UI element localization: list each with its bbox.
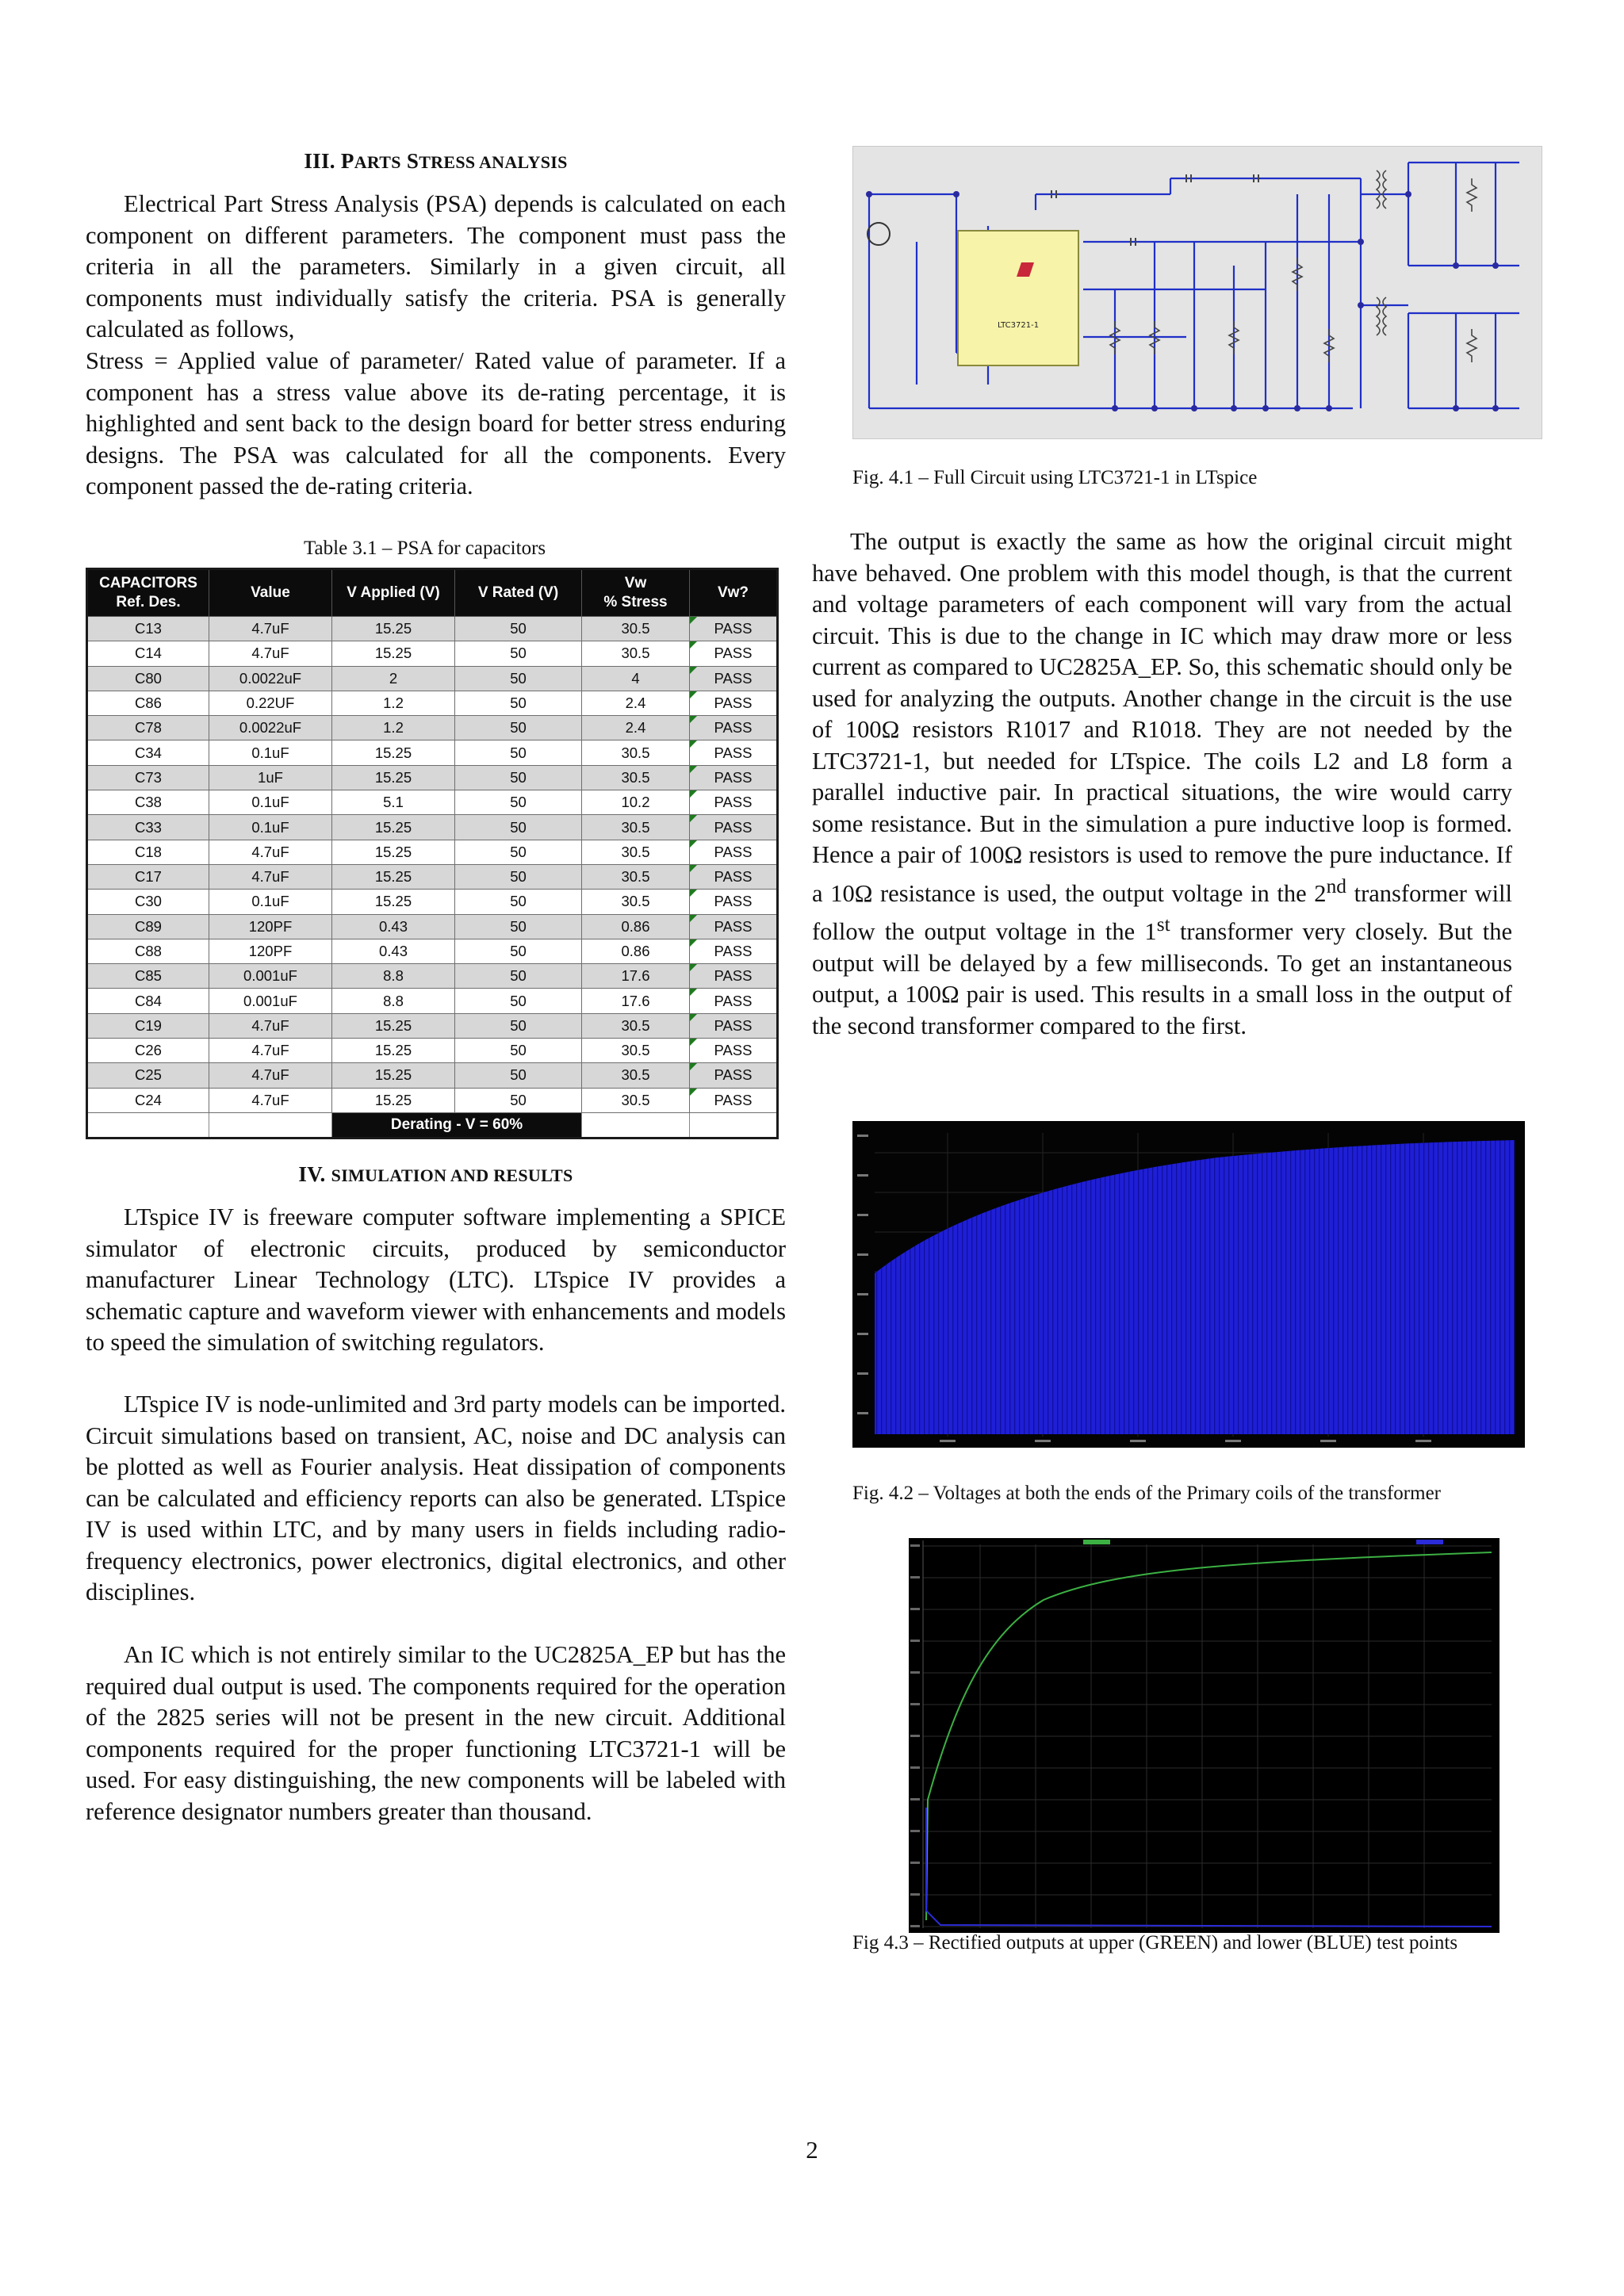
cell-vw-result: PASS xyxy=(690,989,778,1013)
cell-vw-stress: 30.5 xyxy=(582,1063,690,1088)
cell-value: 1uF xyxy=(209,765,332,790)
cell-vw-result: PASS xyxy=(690,1013,778,1038)
cell-v-rated: 50 xyxy=(455,1039,582,1063)
table-row xyxy=(87,666,778,691)
cell-v-applied: 8.8 xyxy=(332,989,455,1013)
ic-label: LTC3721-1 xyxy=(997,321,1040,330)
paragraph-sup-nd: nd xyxy=(1326,874,1346,897)
cell-vw-result: PASS xyxy=(690,765,778,790)
right-column-paragraph xyxy=(812,526,1512,1042)
cell-vw-result: PASS xyxy=(690,617,778,641)
table-row xyxy=(87,1088,778,1112)
footer-blank-3 xyxy=(582,1112,690,1138)
header-v-rated: V Rated (V) xyxy=(455,569,582,617)
header-vw-stress: Vw % Stress xyxy=(582,569,690,617)
figure-4-3-caption: Fig 4.3 – Rectified outputs at upper (GREEN) and lower (BLUE) test points xyxy=(852,1932,1458,1954)
cell-v-applied: 15.25 xyxy=(332,890,455,914)
cell-vw-result: PASS xyxy=(690,840,778,864)
table-row xyxy=(87,989,778,1013)
page-number: 2 xyxy=(806,2136,818,2164)
table-3-1-caption: Table 3.1 – PSA for capacitors xyxy=(304,538,546,559)
cell-v-rated: 50 xyxy=(455,765,582,790)
cell-vw-result: PASS xyxy=(690,716,778,740)
cell-ref-des: C84 xyxy=(87,989,209,1013)
table-row xyxy=(87,716,778,740)
cell-vw-stress: 0.86 xyxy=(582,939,690,963)
cell-value: 4.7uF xyxy=(209,617,332,641)
cell-value: 0.0022uF xyxy=(209,716,332,740)
section-4-paragraph-2: LTspice IV is node-unlimited and 3rd party models can be imported. Circuit simulations based on transient, AC, noise and DC analysis can be plotted as well as Fourier analysis. Heat dissipation of components can be calculated and efficiency reports can also be generated. LTspice IV is used within LTC, and by many users in fields including radio-frequency electronics, power electronics, digital electronics, and other disciplines. xyxy=(86,1391,786,1605)
cell-v-rated: 50 xyxy=(455,864,582,889)
footer-blank-2 xyxy=(209,1112,332,1138)
cell-v-applied: 0.43 xyxy=(332,914,455,939)
cell-v-applied: 0.43 xyxy=(332,939,455,963)
primary-waveform xyxy=(875,1140,1515,1434)
cell-ref-des: C34 xyxy=(87,740,209,765)
cell-value: 4.7uF xyxy=(209,1013,332,1038)
section-4-heading xyxy=(86,1162,786,1187)
section-4-title: SIMULATION AND RESULTS xyxy=(331,1165,573,1185)
heading-word-2-cap: S xyxy=(406,149,419,173)
cell-v-applied: 1.2 xyxy=(332,716,455,740)
cell-ref-des: C38 xyxy=(87,790,209,815)
cell-v-rated: 50 xyxy=(455,914,582,939)
green-trace-legend xyxy=(1083,1540,1110,1544)
cell-ref-des: C86 xyxy=(87,691,209,715)
heading-word-1-rest: ARTS xyxy=(354,152,401,172)
header-v-applied: V Applied (V) xyxy=(332,569,455,617)
cell-vw-stress: 30.5 xyxy=(582,740,690,765)
table-row xyxy=(87,1039,778,1063)
cell-v-applied: 15.25 xyxy=(332,1039,455,1063)
section-3-paragraph-1: Electrical Part Stress Analysis (PSA) depends is calculated on each component on different parameters. The component must pass the criteria in all the parameters. Similarly in a given circuit, all components must individually satisfy the criteria. PSA is generally calculated as follows, xyxy=(86,190,786,342)
figure-4-2-primary-voltage-plot xyxy=(852,1121,1525,1448)
rectified-output-graph xyxy=(909,1538,1500,1933)
cell-vw-stress: 30.5 xyxy=(582,864,690,889)
cell-ref-des: C17 xyxy=(87,864,209,889)
cell-ref-des: C18 xyxy=(87,840,209,864)
cell-v-applied: 2 xyxy=(332,666,455,691)
section-3-numeral: III. xyxy=(304,149,335,173)
cell-vw-result: PASS xyxy=(690,1088,778,1112)
cell-v-applied: 15.25 xyxy=(332,864,455,889)
cell-v-rated: 50 xyxy=(455,815,582,840)
cell-v-rated: 50 xyxy=(455,691,582,715)
cell-value: 0.1uF xyxy=(209,740,332,765)
table-row xyxy=(87,641,778,666)
table-row xyxy=(87,964,778,989)
cell-v-rated: 50 xyxy=(455,1063,582,1088)
cell-ref-des: C30 xyxy=(87,890,209,914)
paragraph-part-a: The output is exactly the same as how the original circuit might have behaved. One problem with this model though, is that the current and voltage parameters of each component will vary from the actual circuit. This is due to the change in IC which may draw more or less current as compared to UC2825A_EP. So, this schematic should only be used for analyzing the outputs. Another change in the circuit is the use of 100Ω resistors R1017 and R1018. They are not needed by the LTC3721-1, but needed for LTspice. The coils L2 and L8 form a parallel inductive pair. In practical situations, the wire would carry some resistance. But in the simulation a pure inductive loop is formed. Hence a pair of 100Ω resistors is used to remove the pure inductance. If a 10Ω resistance is used, the output voltage in the 2 xyxy=(812,528,1512,907)
section-4-numeral: IV. xyxy=(298,1162,326,1186)
section-4-paragraph-1: LTspice IV is freeware computer software implementing a SPICE simulator of electronic circuits, produced by semiconductor manufacturer Linear Technology (LTC). LTspice IV provides a schematic capture and waveform viewer with enhancements and models to speed the simulation of switching regulators. xyxy=(86,1203,786,1356)
paragraph-part-b: transformer will follow the output voltage in the 1 xyxy=(812,879,1512,946)
cell-value: 4.7uF xyxy=(209,641,332,666)
cell-vw-stress: 30.5 xyxy=(582,815,690,840)
table-row xyxy=(87,740,778,765)
cell-value: 0.001uF xyxy=(209,989,332,1013)
cell-v-rated: 50 xyxy=(455,840,582,864)
cell-ref-des: C14 xyxy=(87,641,209,666)
cell-value: 0.22UF xyxy=(209,691,332,715)
heading-word-2-rest: TRESS ANALYSIS xyxy=(419,152,568,172)
cell-vw-result: PASS xyxy=(690,691,778,715)
schematic-drawing xyxy=(853,147,1542,438)
table-row xyxy=(87,939,778,963)
section-4-paragraph-3: An IC which is not entirely similar to the UC2825A_EP but has the required dual output is used. The components required for the operation of the 2825 series will not be present in the new circuit. Additional components required for the proper functioning LTC3721-1 will be used. For easy distinguishing, the new components will be labeled with reference designator numbers greater than thousand. xyxy=(86,1641,786,1825)
section-3-paragraph-2: Stress = Applied value of parameter/ Rated value of parameter. If a component has a stress value above its de-rating percentage, it is highlighted and sent back to the design board for better stress enduring designs. The PSA was calculated for all the components. Every component passed the de-rating criteria. xyxy=(86,347,786,499)
header-vw-result: Vw? xyxy=(690,569,778,617)
table-row xyxy=(87,840,778,864)
cell-value: 4.7uF xyxy=(209,840,332,864)
paragraph-sup-st: st xyxy=(1156,913,1170,936)
cell-value: 0.1uF xyxy=(209,790,332,815)
cell-vw-result: PASS xyxy=(690,939,778,963)
cell-ref-des: C89 xyxy=(87,914,209,939)
cell-value: 0.1uF xyxy=(209,890,332,914)
figure-4-3-rectified-output-plot xyxy=(909,1538,1500,1933)
cell-v-applied: 15.25 xyxy=(332,641,455,666)
section-3-word-1 xyxy=(341,149,401,173)
cell-vw-stress: 0.86 xyxy=(582,914,690,939)
table-row xyxy=(87,914,778,939)
table-row xyxy=(87,864,778,889)
cell-vw-result: PASS xyxy=(690,864,778,889)
cell-v-rated: 50 xyxy=(455,939,582,963)
cell-ref-des: C85 xyxy=(87,964,209,989)
cell-ref-des: C33 xyxy=(87,815,209,840)
cell-v-rated: 50 xyxy=(455,790,582,815)
cell-vw-stress: 30.5 xyxy=(582,840,690,864)
cell-v-applied: 1.2 xyxy=(332,691,455,715)
cell-value: 4.7uF xyxy=(209,1063,332,1088)
cell-v-applied: 15.25 xyxy=(332,617,455,641)
table-row xyxy=(87,815,778,840)
ic-chip xyxy=(958,231,1078,365)
paragraph-part-c: transformer very closely. But the output will be delayed by a few milliseconds. To get an instantaneous output, a 100Ω pair is used. This results in a small loss in the output of the second transformer compared to the first. xyxy=(812,918,1512,1039)
cell-vw-stress: 30.5 xyxy=(582,617,690,641)
cell-vw-result: PASS xyxy=(690,914,778,939)
cell-v-rated: 50 xyxy=(455,716,582,740)
cell-vw-stress: 30.5 xyxy=(582,765,690,790)
cell-v-rated: 50 xyxy=(455,740,582,765)
rectified-grid xyxy=(923,1544,1492,1928)
table-row xyxy=(87,1013,778,1038)
blue-trace-legend xyxy=(1416,1540,1443,1544)
cell-vw-stress: 2.4 xyxy=(582,691,690,715)
cell-vw-result: PASS xyxy=(690,740,778,765)
cell-vw-stress: 30.5 xyxy=(582,890,690,914)
cell-ref-des: C78 xyxy=(87,716,209,740)
footer-blank-1 xyxy=(87,1112,209,1138)
cell-vw-stress: 17.6 xyxy=(582,964,690,989)
cell-v-applied: 15.25 xyxy=(332,1013,455,1038)
capacitor-rows xyxy=(87,617,778,1113)
cell-vw-stress: 2.4 xyxy=(582,716,690,740)
cell-value: 0.1uF xyxy=(209,815,332,840)
cell-vw-result: PASS xyxy=(690,815,778,840)
table-row xyxy=(87,691,778,715)
section-3-word-2 xyxy=(407,149,568,173)
cell-ref-des: C80 xyxy=(87,666,209,691)
cell-value: 4.7uF xyxy=(209,864,332,889)
heading-word-1-cap: P xyxy=(340,149,354,173)
table-row xyxy=(87,890,778,914)
cell-v-rated: 50 xyxy=(455,1013,582,1038)
figure-4-2-caption: Fig. 4.2 – Voltages at both the ends of the Primary coils of the transformer xyxy=(852,1483,1442,1504)
section-3-heading xyxy=(86,149,786,174)
table-row xyxy=(87,1063,778,1088)
cell-vw-result: PASS xyxy=(690,641,778,666)
cell-ref-des: C13 xyxy=(87,617,209,641)
cell-ref-des: C19 xyxy=(87,1013,209,1038)
figure-4-1-caption: Fig. 4.1 – Full Circuit using LTC3721-1 in LTspice xyxy=(852,467,1258,488)
cell-v-applied: 15.25 xyxy=(332,765,455,790)
footer-blank-4 xyxy=(690,1112,778,1138)
header-ref-des: CAPACITORS Ref. Des. xyxy=(87,569,209,617)
cell-value: 4.7uF xyxy=(209,1088,332,1112)
cell-v-rated: 50 xyxy=(455,641,582,666)
cell-vw-result: PASS xyxy=(690,790,778,815)
cell-vw-stress: 10.2 xyxy=(582,790,690,815)
cell-v-rated: 50 xyxy=(455,1088,582,1112)
table-row xyxy=(87,790,778,815)
cell-vw-result: PASS xyxy=(690,1063,778,1088)
cell-ref-des: C24 xyxy=(87,1088,209,1112)
cell-v-rated: 50 xyxy=(455,666,582,691)
cell-vw-result: PASS xyxy=(690,1039,778,1063)
cell-v-applied: 15.25 xyxy=(332,815,455,840)
blue-lower-output-trace xyxy=(926,1808,1492,1927)
rectified-tick-marks xyxy=(910,1544,920,1927)
cell-v-rated: 50 xyxy=(455,617,582,641)
cell-vw-stress: 4 xyxy=(582,666,690,691)
cell-value: 120PF xyxy=(209,939,332,963)
primary-voltage-graph xyxy=(852,1121,1525,1448)
cell-vw-stress: 30.5 xyxy=(582,1088,690,1112)
cell-value: 120PF xyxy=(209,914,332,939)
table-row xyxy=(87,765,778,790)
cell-value: 0.001uF xyxy=(209,964,332,989)
cell-value: 0.0022uF xyxy=(209,666,332,691)
cell-vw-stress: 30.5 xyxy=(582,1013,690,1038)
cell-vw-stress: 30.5 xyxy=(582,1039,690,1063)
cell-v-applied: 15.25 xyxy=(332,1088,455,1112)
cell-v-applied: 15.25 xyxy=(332,740,455,765)
cell-v-applied: 8.8 xyxy=(332,964,455,989)
cell-vw-stress: 17.6 xyxy=(582,989,690,1013)
cell-v-rated: 50 xyxy=(455,964,582,989)
cell-vw-result: PASS xyxy=(690,890,778,914)
cell-v-applied: 15.25 xyxy=(332,1063,455,1088)
figure-4-1-circuit-schematic xyxy=(852,146,1542,439)
cell-ref-des: C73 xyxy=(87,765,209,790)
cell-v-applied: 15.25 xyxy=(332,840,455,864)
header-value: Value xyxy=(209,569,332,617)
cell-ref-des: C88 xyxy=(87,939,209,963)
cell-vw-stress: 30.5 xyxy=(582,641,690,666)
cell-ref-des: C25 xyxy=(87,1063,209,1088)
cell-value: 4.7uF xyxy=(209,1039,332,1063)
cell-vw-result: PASS xyxy=(690,964,778,989)
table-row xyxy=(87,617,778,641)
cell-v-rated: 50 xyxy=(455,890,582,914)
cell-ref-des: C26 xyxy=(87,1039,209,1063)
capacitor-psa-table xyxy=(86,568,779,1139)
cell-vw-result: PASS xyxy=(690,666,778,691)
derating-note: Derating - V = 60% xyxy=(332,1112,582,1138)
cell-v-applied: 5.1 xyxy=(332,790,455,815)
cell-v-rated: 50 xyxy=(455,989,582,1013)
